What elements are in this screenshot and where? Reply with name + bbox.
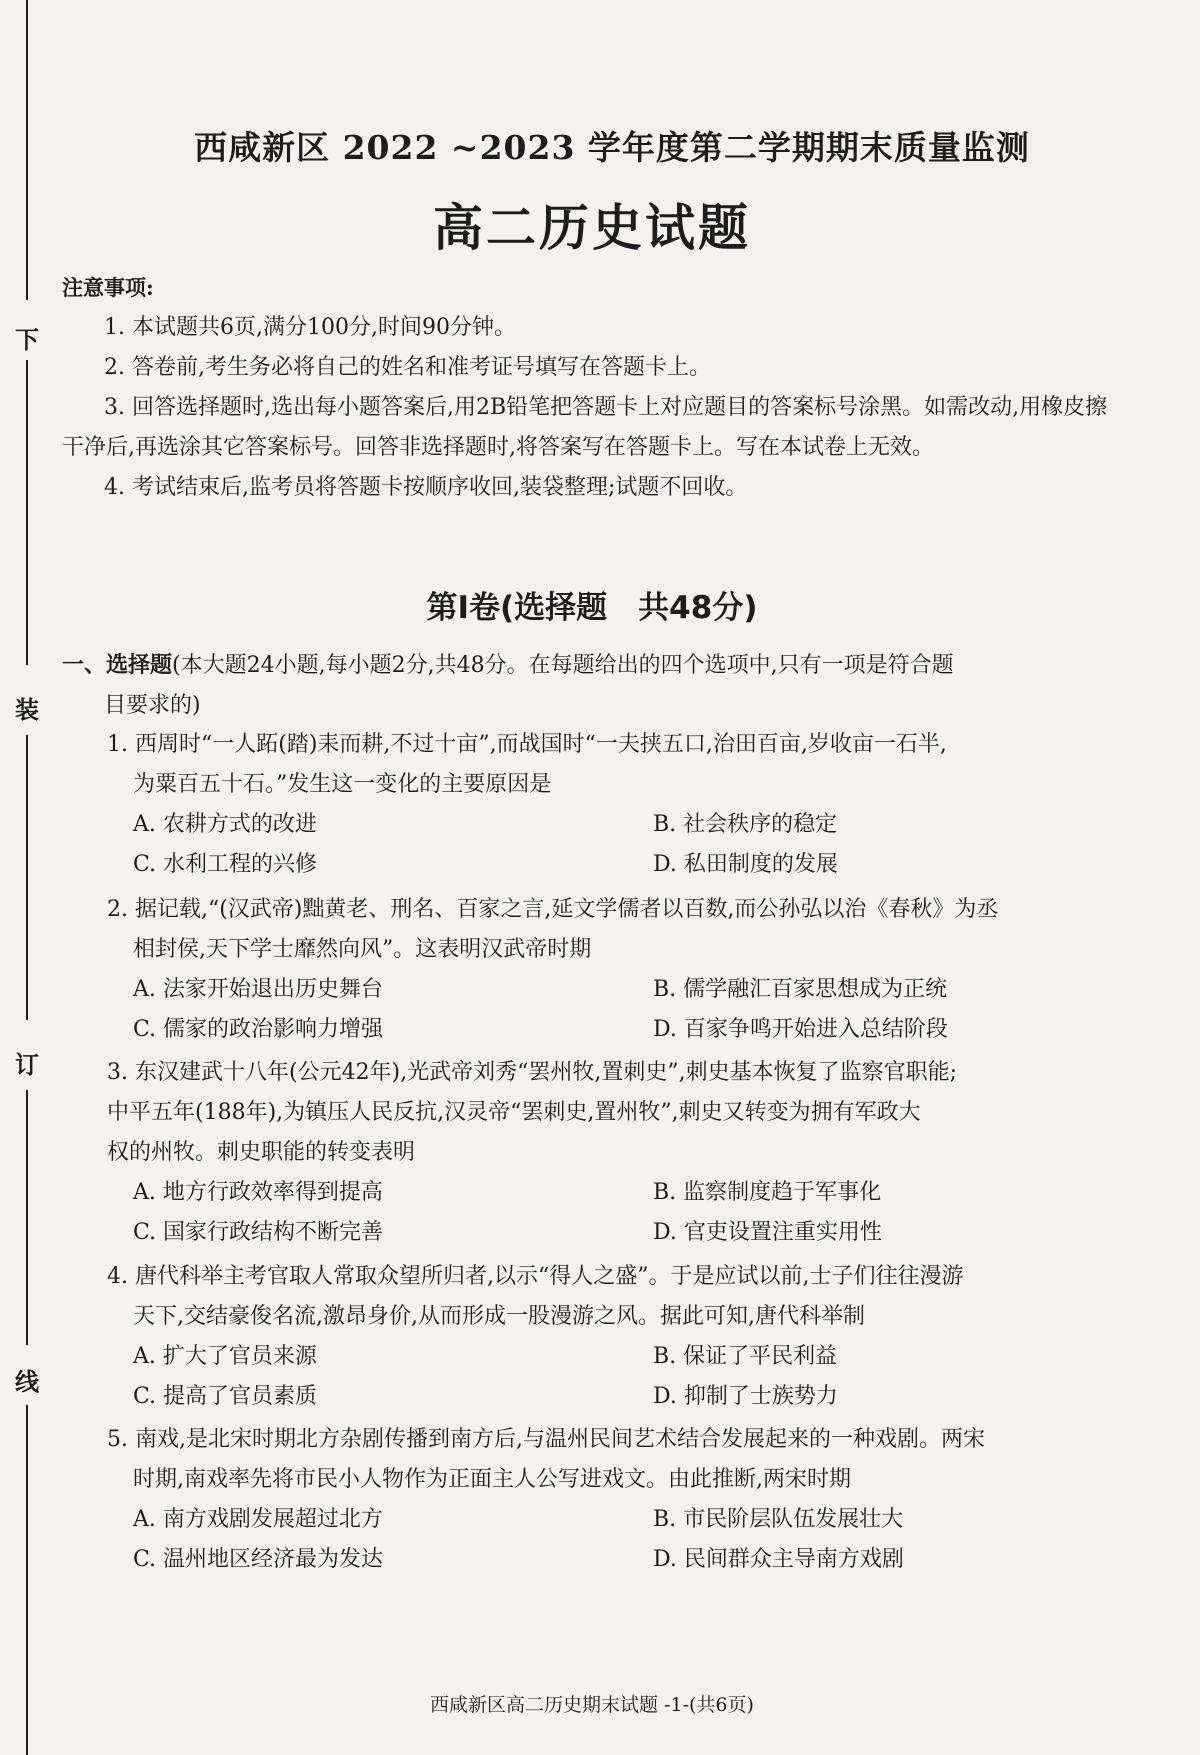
notice-item: 2. 答卷前,考生务必将自己的姓名和准考证号填写在答题卡上。 (104, 355, 711, 380)
question-stem-cont: 相封侯,天下学士靡然向风”。这表明汉武帝时期 (133, 937, 592, 962)
binding-char-ding: 订 (15, 1050, 39, 1079)
binding-line-segment (26, 0, 28, 300)
option-d: D. 官吏设置注重实用性 (653, 1220, 882, 1245)
binding-line-segment (26, 1405, 28, 1755)
option-c: C. 水利工程的兴修 (133, 852, 318, 877)
notice-item: 4. 考试结束后,监考员将答题卡按顺序收回,装袋整理;试题不回收。 (104, 475, 748, 500)
option-d: D. 百家争鸣开始进入总结阶段 (653, 1017, 948, 1042)
option-a: A. 扩大了官员来源 (133, 1344, 317, 1369)
section-intro (62, 645, 1122, 726)
option-a: A. 法家开始退出历史舞台 (133, 977, 383, 1002)
notice-list (62, 308, 1122, 508)
option-a: A. 地方行政效率得到提高 (133, 1180, 383, 1205)
option-b: B. 儒学融汇百家思想成为正统 (653, 977, 948, 1002)
question-1 (107, 725, 1122, 885)
binding-line-segment (26, 360, 28, 665)
binding-char-xia: 下 (15, 325, 39, 354)
option-d: D. 私田制度的发展 (653, 852, 838, 877)
question-stem-cont: 天下,交结豪俊名流,激昂身价,从而形成一股漫游之风。据此可知,唐代科举制 (133, 1304, 865, 1329)
notice-heading: 注意事项: (62, 275, 154, 300)
option-d: D. 民间群众主导南方戏剧 (653, 1547, 904, 1572)
intro-text: (本大题24小题,每小题2分,共48分。在每题给出的四个选项中,只有一项是符合题 (172, 653, 954, 678)
intro-label: 一、选择题 (62, 652, 173, 678)
option-b: B. 保证了平民利益 (653, 1344, 838, 1369)
section-title: 第Ⅰ卷(选择题 共48分) (426, 590, 758, 626)
option-b: B. 社会秩序的稳定 (653, 812, 838, 837)
question-stem-cont: 中平五年(188年),为镇压人民反抗,汉灵帝“罢刺史,置州牧”,刺史又转变为拥有军政大 (107, 1100, 921, 1125)
question-4 (107, 1257, 1122, 1417)
question-stem-cont: 为粟百五十石。”发生这一变化的主要原因是 (133, 772, 552, 797)
question-3 (107, 1053, 1122, 1253)
notice-item: 3. 回答选择题时,选出每小题答案后,用2B铅笔把答题卡上对应题目的答案标号涂黑。如需改动,用橡皮擦干净后,再选涂其它答案标号。回答非选择题时,将答案写在答题卡上。写在本试卷上无效。 (62, 395, 1108, 460)
binding-margin (0, 0, 60, 1755)
question-stem: 1. 西周时“一人跖(踏)耒而耕,不过十亩”,而战国时“一夫挟五口,治田百亩,岁收亩一石半, (107, 732, 947, 757)
question-stem: 3. 东汉建武十八年(公元42年),光武帝刘秀“罢州牧,置刺史”,刺史基本恢复了监察官职能; (107, 1060, 958, 1085)
binding-line-segment (26, 735, 28, 1020)
question-stem-cont: 权的州牧。刺史职能的转变表明 (107, 1140, 416, 1165)
exam-header: 西咸新区 2022 ~2023 学年度第二学期期末质量监测 (194, 128, 1030, 167)
page-footer: 西咸新区高二历史期末试题 -1-(共6页) (430, 1694, 754, 1716)
question-5 (107, 1420, 1122, 1580)
option-b: B. 市民阶层队伍发展壮大 (653, 1507, 904, 1532)
binding-char-zhuang: 装 (15, 695, 39, 724)
option-a: A. 南方戏剧发展超过北方 (133, 1507, 383, 1532)
question-stem: 5. 南戏,是北宋时期北方杂剧传播到南方后,与温州民间艺术结合发展起来的一种戏剧。两宋 (107, 1427, 985, 1452)
notice-item: 1. 本试题共6页,满分100分,时间90分钟。 (104, 315, 516, 340)
question-stem: 4. 唐代科举主考官取人常取众望所归者,以示“得人之盛”。于是应试以前,士子们往往漫游 (107, 1264, 964, 1289)
option-a: A. 农耕方式的改进 (133, 812, 317, 837)
option-c: C. 国家行政结构不断完善 (133, 1220, 384, 1245)
intro-text-cont: 目要求的) (104, 693, 201, 718)
option-d: D. 抑制了士族势力 (653, 1384, 838, 1409)
question-stem-cont: 时期,南戏率先将市民小人物作为正面主人公写进戏文。由此推断,两宋时期 (133, 1467, 851, 1492)
option-c: C. 温州地区经济最为发达 (133, 1547, 384, 1572)
exam-title: 高二历史试题 (433, 199, 751, 257)
question-stem: 2. 据记载,“(汉武帝)黜黄老、刑名、百家之言,延文学儒者以百数,而公孙弘以治《春秋》为丞 (107, 897, 999, 922)
question-2 (107, 890, 1122, 1050)
option-b: B. 监察制度趋于军事化 (653, 1180, 882, 1205)
binding-char-xian: 线 (15, 1367, 39, 1396)
option-c: C. 儒家的政治影响力增强 (133, 1017, 384, 1042)
option-c: C. 提高了官员素质 (133, 1384, 318, 1409)
binding-line-segment (26, 1090, 28, 1345)
